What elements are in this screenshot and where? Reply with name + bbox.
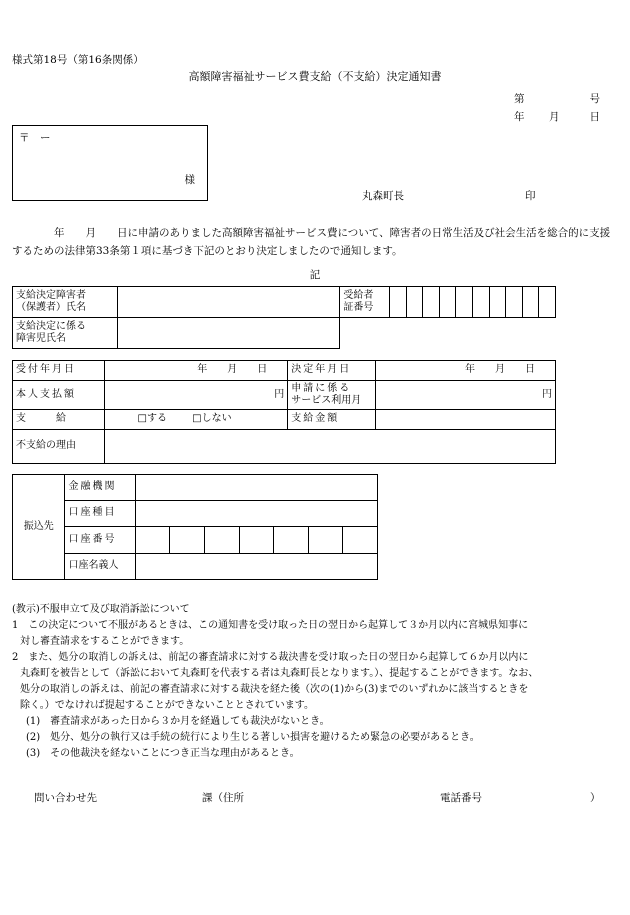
account-digit[interactable]	[204, 527, 239, 554]
notes-item1a: 1 この決定について不服があるときは、この通知書を受け取った日の翌日から起算して３か月以内に宮城県知事に	[12, 620, 529, 631]
cert-digit[interactable]	[506, 287, 523, 318]
option-no-checkbox[interactable]: □しない	[192, 413, 232, 425]
child-label	[13, 318, 118, 349]
bank-field[interactable]	[135, 475, 377, 501]
account-digit[interactable]	[135, 527, 170, 554]
decision-date-label: 決定年月日	[288, 361, 376, 381]
child-label-line1: 支給決定に係る	[16, 320, 86, 332]
account-digit[interactable]	[308, 527, 343, 554]
form-id: 様式第18号（第16条関係）	[12, 54, 144, 66]
account-digit[interactable]	[343, 527, 378, 554]
decision-table	[12, 360, 556, 464]
date-nen: 年	[514, 111, 525, 123]
cert-digit[interactable]	[390, 287, 407, 318]
notes-sub2: (2) 処分、処分の執行又は手続の続行により生じる著しい損害を避けるため緊急の必要があるとき。	[26, 732, 480, 743]
account-digit[interactable]	[170, 527, 205, 554]
notes-item2b: 丸森町を被告として（訴訟において丸森町を代表する者は丸森町長となります。）、提起することができます。なお、	[20, 668, 539, 679]
amount-label: 支給金額	[288, 410, 376, 430]
contact-phone: 電話番号	[440, 792, 482, 804]
reason-field[interactable]	[104, 430, 556, 464]
cert-label-line2: 証番号	[343, 302, 374, 313]
body-text: 年 月 日に申請のありました高額障害福祉サービス費について、障害者の日常生活及び社会生活を総合的に支援するための法律第33条第１項に基づき下記のとおり決定しましたので通知します。	[12, 227, 611, 257]
issuer: 丸森町長	[362, 190, 404, 202]
notes-item2a: 2 また、処分の取消しの訴えは、前記の審査請求に対する裁決書を受け取った日の翌日から起算して６か月以内に	[12, 652, 529, 663]
account-type-label: 口座種目	[65, 501, 135, 527]
decision-date-field[interactable]: 年 月 日	[375, 361, 555, 381]
page-title: 高額障害福祉サービス費支給（不支給）決定通知書	[188, 70, 442, 83]
shikyu-label: 支 給	[13, 410, 105, 430]
cert-digit[interactable]	[456, 287, 473, 318]
notes-sub3: (3) その他裁決を経ないことにつき正当な理由があるとき。	[26, 748, 300, 759]
notes-item2d: 除く。）でなければ提起することができないこととされています。	[20, 700, 314, 711]
transfer-table	[12, 474, 378, 580]
document-number	[514, 93, 600, 106]
cert-label	[340, 287, 390, 318]
address-box	[12, 125, 208, 201]
reason-label: 不支給の理由	[13, 430, 105, 464]
recipient-label-line2: （保護者）氏名	[16, 302, 86, 313]
service-month-field[interactable]: 円	[375, 381, 555, 410]
service-month-line1: 申請に係る	[291, 382, 352, 394]
received-date-label: 受付年月日	[13, 361, 105, 381]
received-date-field[interactable]: 年 月 日	[104, 361, 288, 381]
recipient-table	[12, 286, 556, 349]
notes-item2c: 処分の取消しの訴えは、前記の審査請求に対する裁決を経た後（次の(1)から(3)までのいずれかに該当するときを	[20, 684, 529, 695]
cert-digit[interactable]	[539, 287, 556, 318]
service-month-line2: サービス利用月	[291, 395, 362, 406]
amount-field[interactable]	[375, 410, 555, 430]
ki-label: 記	[309, 269, 321, 281]
cert-digit[interactable]	[439, 287, 456, 318]
empty-cell	[340, 318, 556, 349]
cert-digit[interactable]	[522, 287, 539, 318]
cert-digit[interactable]	[472, 287, 489, 318]
cert-label-line1: 受給者	[343, 289, 374, 301]
postal-mark: 〒 ー	[19, 132, 51, 144]
notes-heading: (教示)不服申立て及び取消訴訟について	[12, 604, 190, 615]
bank-label: 金融機関	[65, 475, 135, 501]
self-pay-field[interactable]: 円	[104, 381, 288, 410]
cert-digit[interactable]	[489, 287, 506, 318]
date-hi: 日	[589, 111, 600, 123]
date-tsuki: 月	[549, 111, 560, 123]
notes-sub1: (1) 審査請求があった日から３か月を経過しても裁決がないとき。	[26, 716, 330, 727]
transfer-label: 振込先	[13, 475, 65, 580]
account-name-field[interactable]	[135, 554, 377, 580]
recipient-label-line1: 支給決定障害者	[16, 289, 86, 301]
seal-label: 印	[525, 190, 536, 202]
option-yes-checkbox[interactable]: □する	[137, 413, 167, 425]
account-digit[interactable]	[239, 527, 274, 554]
notes-item1b: 対し審査請求をすることができます。	[20, 636, 190, 647]
child-name-field[interactable]	[118, 318, 340, 349]
appeal-notes	[12, 602, 622, 762]
recipient-name-field[interactable]	[118, 287, 340, 318]
sama-label: 様	[184, 174, 195, 186]
self-pay-label: 本人支払額	[13, 381, 105, 410]
account-type-field[interactable]	[135, 501, 377, 527]
recipient-label	[13, 287, 118, 318]
cert-digit[interactable]	[423, 287, 440, 318]
number-go: 号	[589, 93, 600, 105]
shikyu-options	[104, 410, 288, 430]
contact-label: 問い合わせ先	[34, 792, 97, 804]
contact-ka: 課（住所	[202, 792, 244, 804]
number-dai: 第	[514, 93, 525, 105]
child-label-line2: 障害児氏名	[16, 333, 66, 344]
contact-close: ）	[590, 792, 601, 804]
account-no-label: 口座番号	[65, 527, 135, 554]
service-month-label	[288, 381, 376, 410]
account-name-label: 口座名義人	[65, 554, 135, 580]
account-digit[interactable]	[274, 527, 309, 554]
cert-digit[interactable]	[406, 287, 423, 318]
